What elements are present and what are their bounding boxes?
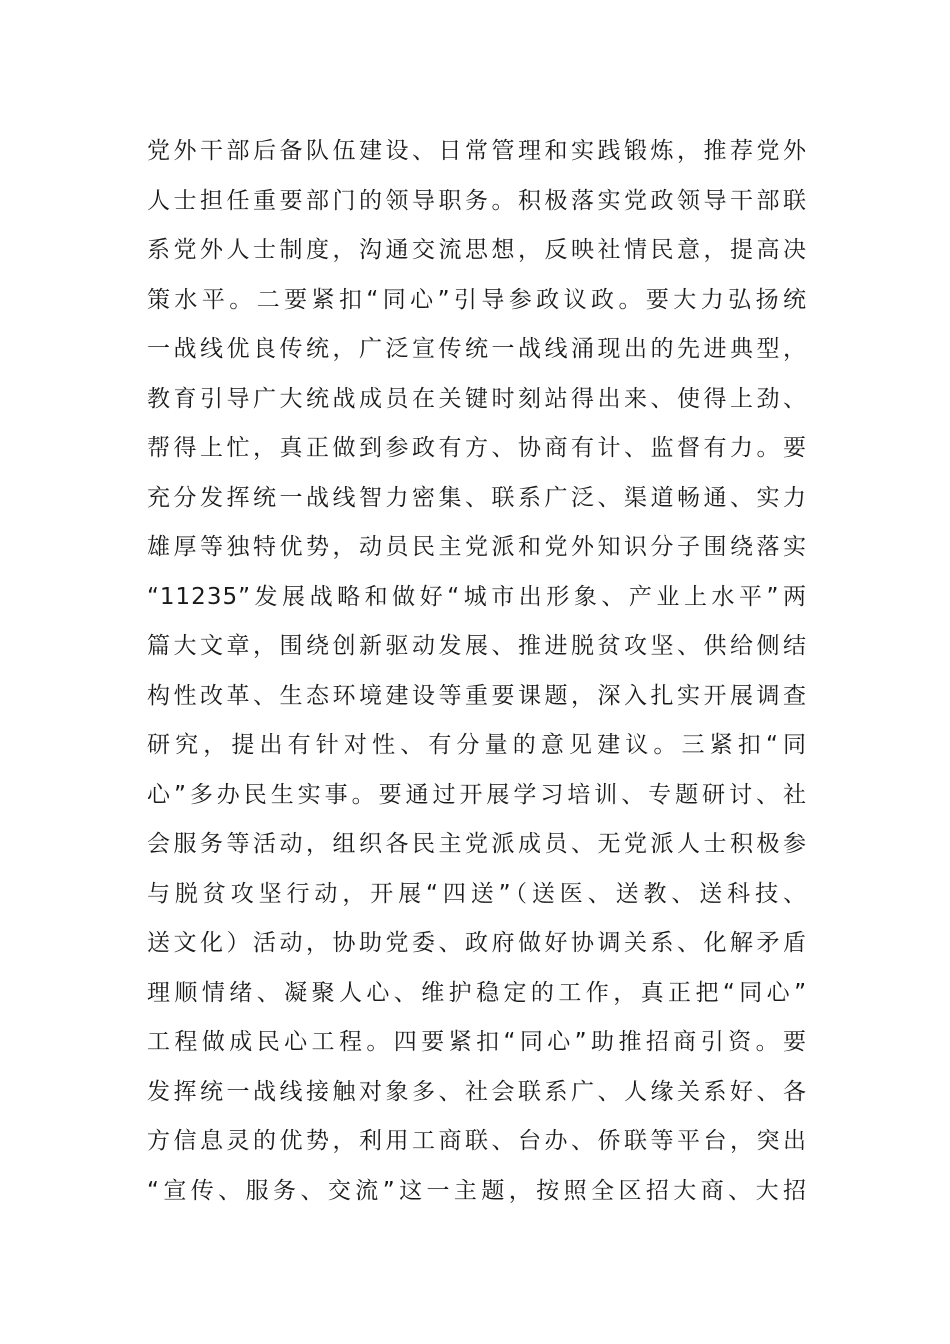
- text-line: 与脱贫攻坚行动，开展“四送”（送医、送教、送科技、: [147, 880, 807, 907]
- text-line: 发挥统一战线接触对象多、社会联系广、人缘关系好、各: [147, 1078, 807, 1105]
- text-line: “宣传、服务、交流”这一主题，按照全区招大商、大招: [147, 1177, 807, 1204]
- text-line: 策水平。二要紧扣“同心”引导参政议政。要大力弘扬统: [147, 286, 807, 313]
- text-line: “11235”发展战略和做好“城市出形象、产业上水平”两: [147, 583, 807, 610]
- text-line: 心”多办民生实事。要通过开展学习培训、专题研讨、社: [147, 781, 807, 808]
- body-paragraph: [147, 127, 807, 1216]
- text-line: 人士担任重要部门的领导职务。积极落实党政领导干部联: [147, 187, 807, 214]
- text-line: 帮得上忙，真正做到参政有方、协商有计、监督有力。要: [147, 435, 807, 461]
- text-line: 方信息灵的优势，利用工商联、台办、侨联等平台，突出: [147, 1128, 807, 1154]
- text-line: 篇大文章，围绕创新驱动发展、推进脱贫攻坚、供给侧结: [147, 633, 807, 659]
- text-line: 系党外人士制度，沟通交流思想，反映社情民意，提高决: [147, 237, 807, 263]
- text-line: 党外干部后备队伍建设、日常管理和实践锻炼，推荐党外: [147, 138, 807, 164]
- text-line: 理顺情绪、凝聚人心、维护稳定的工作，真正把“同心”: [147, 979, 807, 1006]
- text-line: 雄厚等独特优势，动员民主党派和党外知识分子围绕落实: [147, 534, 807, 560]
- text-line: 工程做成民心工程。四要紧扣“同心”助推招商引资。要: [147, 1029, 807, 1055]
- text-line: 研究，提出有针对性、有分量的意见建议。三紧扣“同: [147, 732, 807, 758]
- text-line: 一战线优良传统，广泛宣传统一战线涌现出的先进典型，: [147, 336, 807, 362]
- text-line: 送文化）活动，协助党委、政府做好协调关系、化解矛盾: [147, 930, 807, 956]
- text-line: 构性改革、生态环境建设等重要课题，深入扎实开展调查: [147, 682, 807, 709]
- text-line: 教育引导广大统战成员在关键时刻站得出来、使得上劲、: [147, 385, 807, 412]
- text-line: 会服务等活动，组织各民主党派成员、无党派人士积极参: [147, 831, 807, 857]
- text-line: 充分发挥统一战线智力密集、联系广泛、渠道畅通、实力: [147, 484, 807, 511]
